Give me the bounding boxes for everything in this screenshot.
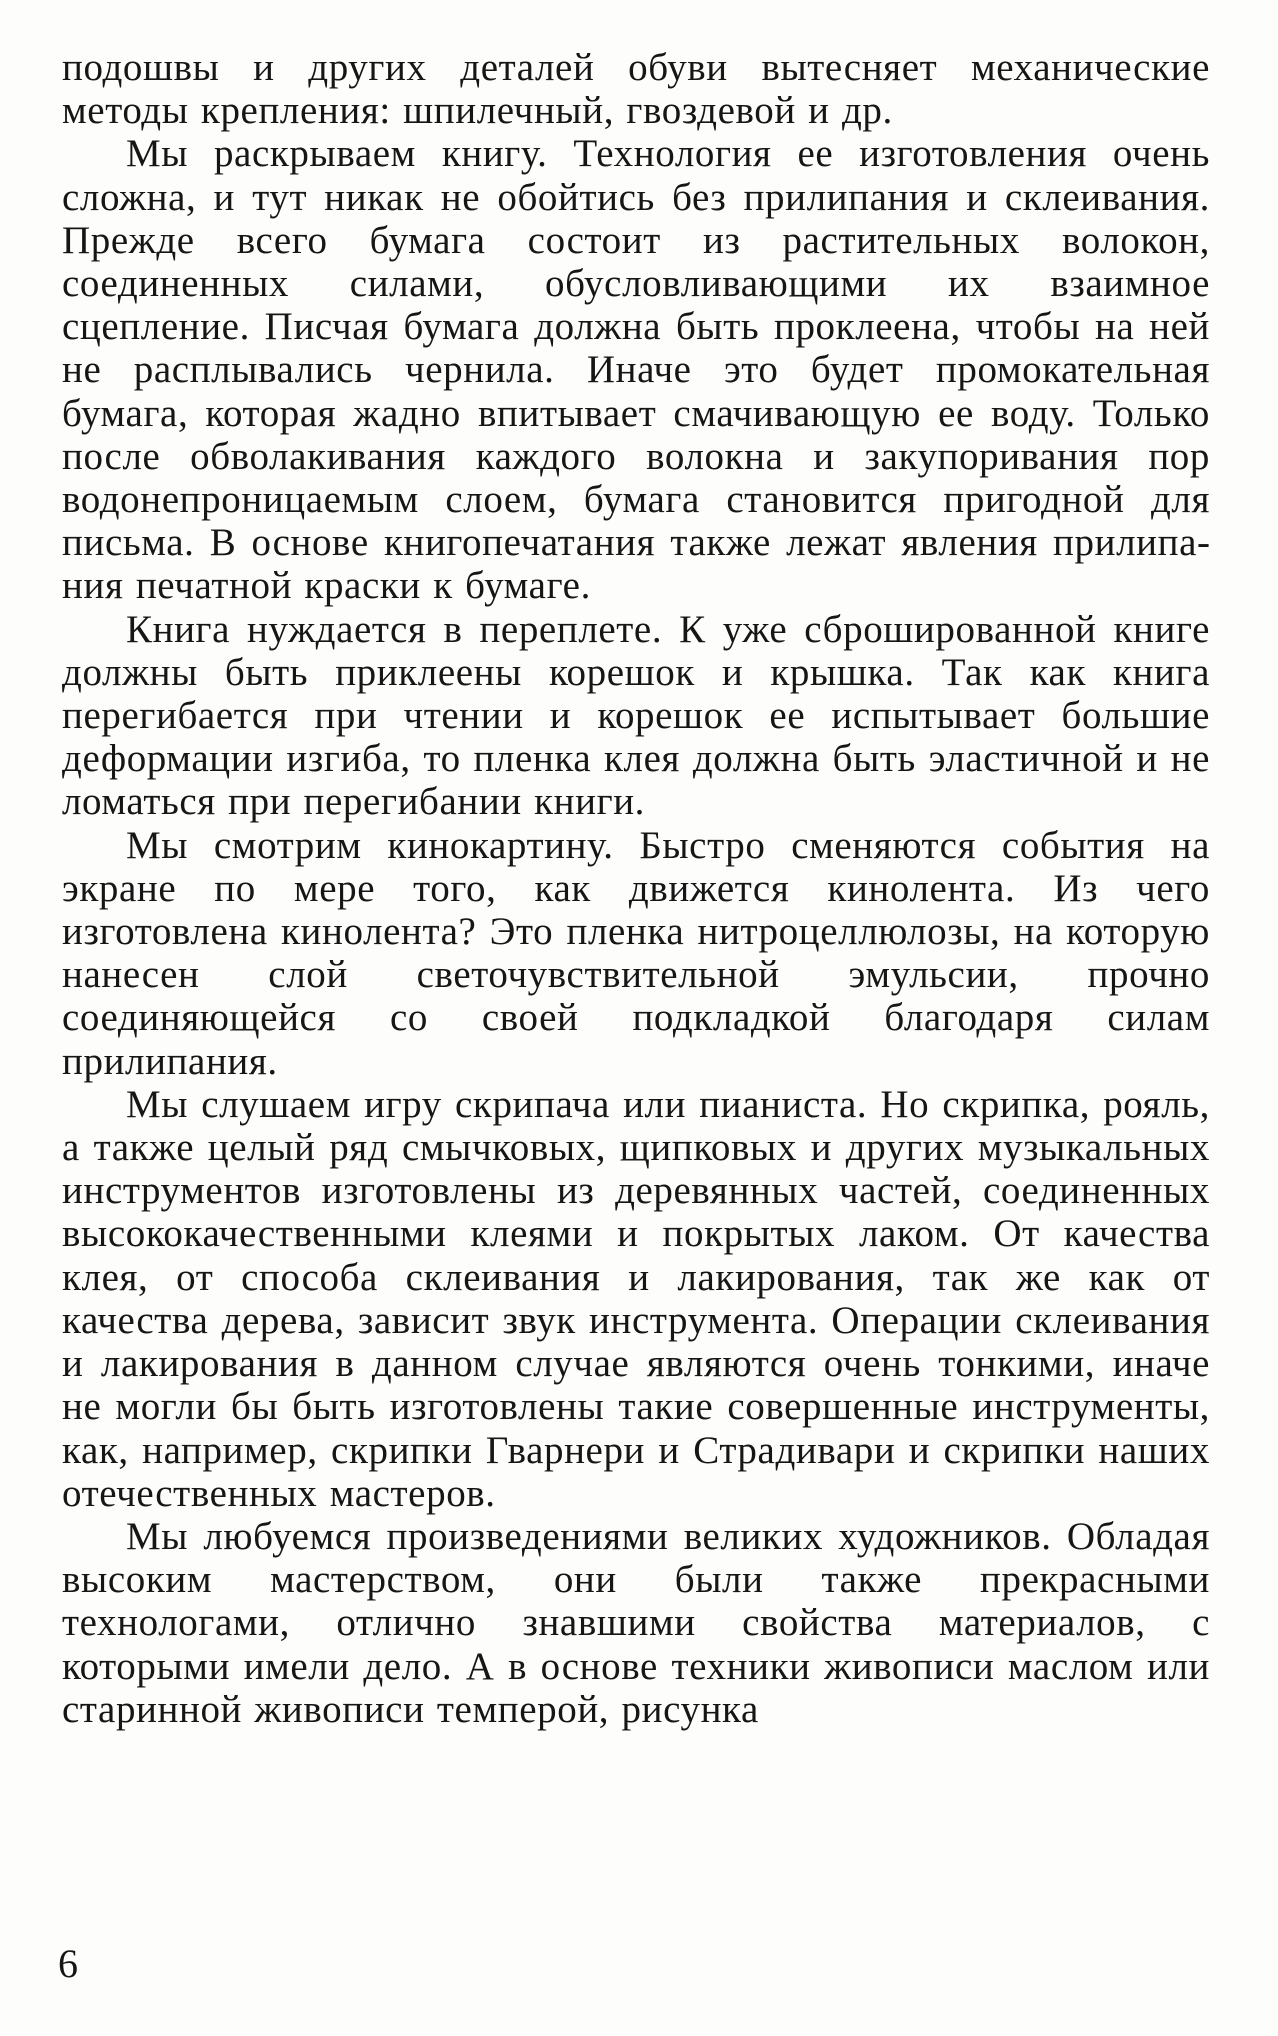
paragraph-painting: Мы любуемся произведениями великих художников. Обладая высоким мастерством, они были также прекрасными технологами, отлично знавшими свойства материалов, с которыми имели дело. А в основе техники живописи маслом или старинной живописи темперой, рисунка	[62, 1514, 1210, 1731]
paragraph-binding: Книга нуждается в переплете. К уже сброшированной книге должны быть приклеены корешок и крышка. Так как книга перегибается при чтении и корешок ее испытывает большие деформации изгиба, то пленка клея должна быть эластичной и не ломаться при перегибании книги.	[62, 607, 1210, 824]
paragraph-film: Мы смотрим кинокартину. Быстро сменяются события на экране по мере того, как движется кинолента. Из чего изготовлена кинолента? Это пленка нитроцеллюлозы, на которую нанесен слой светочувствительной эмульсии, прочно соединяющейся со своей подкладкой благодаря силам прилипания.	[62, 823, 1210, 1083]
paragraph-continuation: подошвы и других деталей обуви вытесняет механические методы крепления: шпилечный, гвоздевой и др.	[62, 46, 1210, 133]
paragraph-instruments: Мы слушаем игру скрипача или пианиста. Но скрипка, рояль, а также целый ряд смычковых, щипковых и других музыкальных инструментов изготовлены из деревянных частей, соединенных высококачественными клеями и покрытых лаком. От качества клея, от способа склеивания и лакирования, так же как от качества дерева, зависит звук инструмента. Операции склеивания и лакирования в данном случае являются очень тонкими, иначе не могли бы быть изготовлены такие совершенные инструменты, как, например, скрипки Гварнери и Страдивари и скрипки наших отечественных мастеров.	[62, 1082, 1210, 1515]
body-text	[62, 46, 1210, 1731]
page-number: 6	[58, 1941, 78, 1986]
paragraph-book: Мы раскрываем книгу. Технология ее изготовления очень сложна, и тут никак не обойтись без прилипания и склеивания. Прежде всего бумага состоит из растительных волокон, соединенных силами, обусловливающими их взаимное сцепление. Писчая бумага должна быть проклеена, чтобы на ней не расплывались чернила. Иначе это будет промокательная бумага, которая жадно впитывает смачивающую ее воду. Только после обволакивания каждого волокна и закупоривания пор водонепроницаемым слоем, бумага становится пригодной для письма. В основе книгопечатания также лежат явления прилипания печатной краски к бумаге.	[62, 132, 1210, 608]
